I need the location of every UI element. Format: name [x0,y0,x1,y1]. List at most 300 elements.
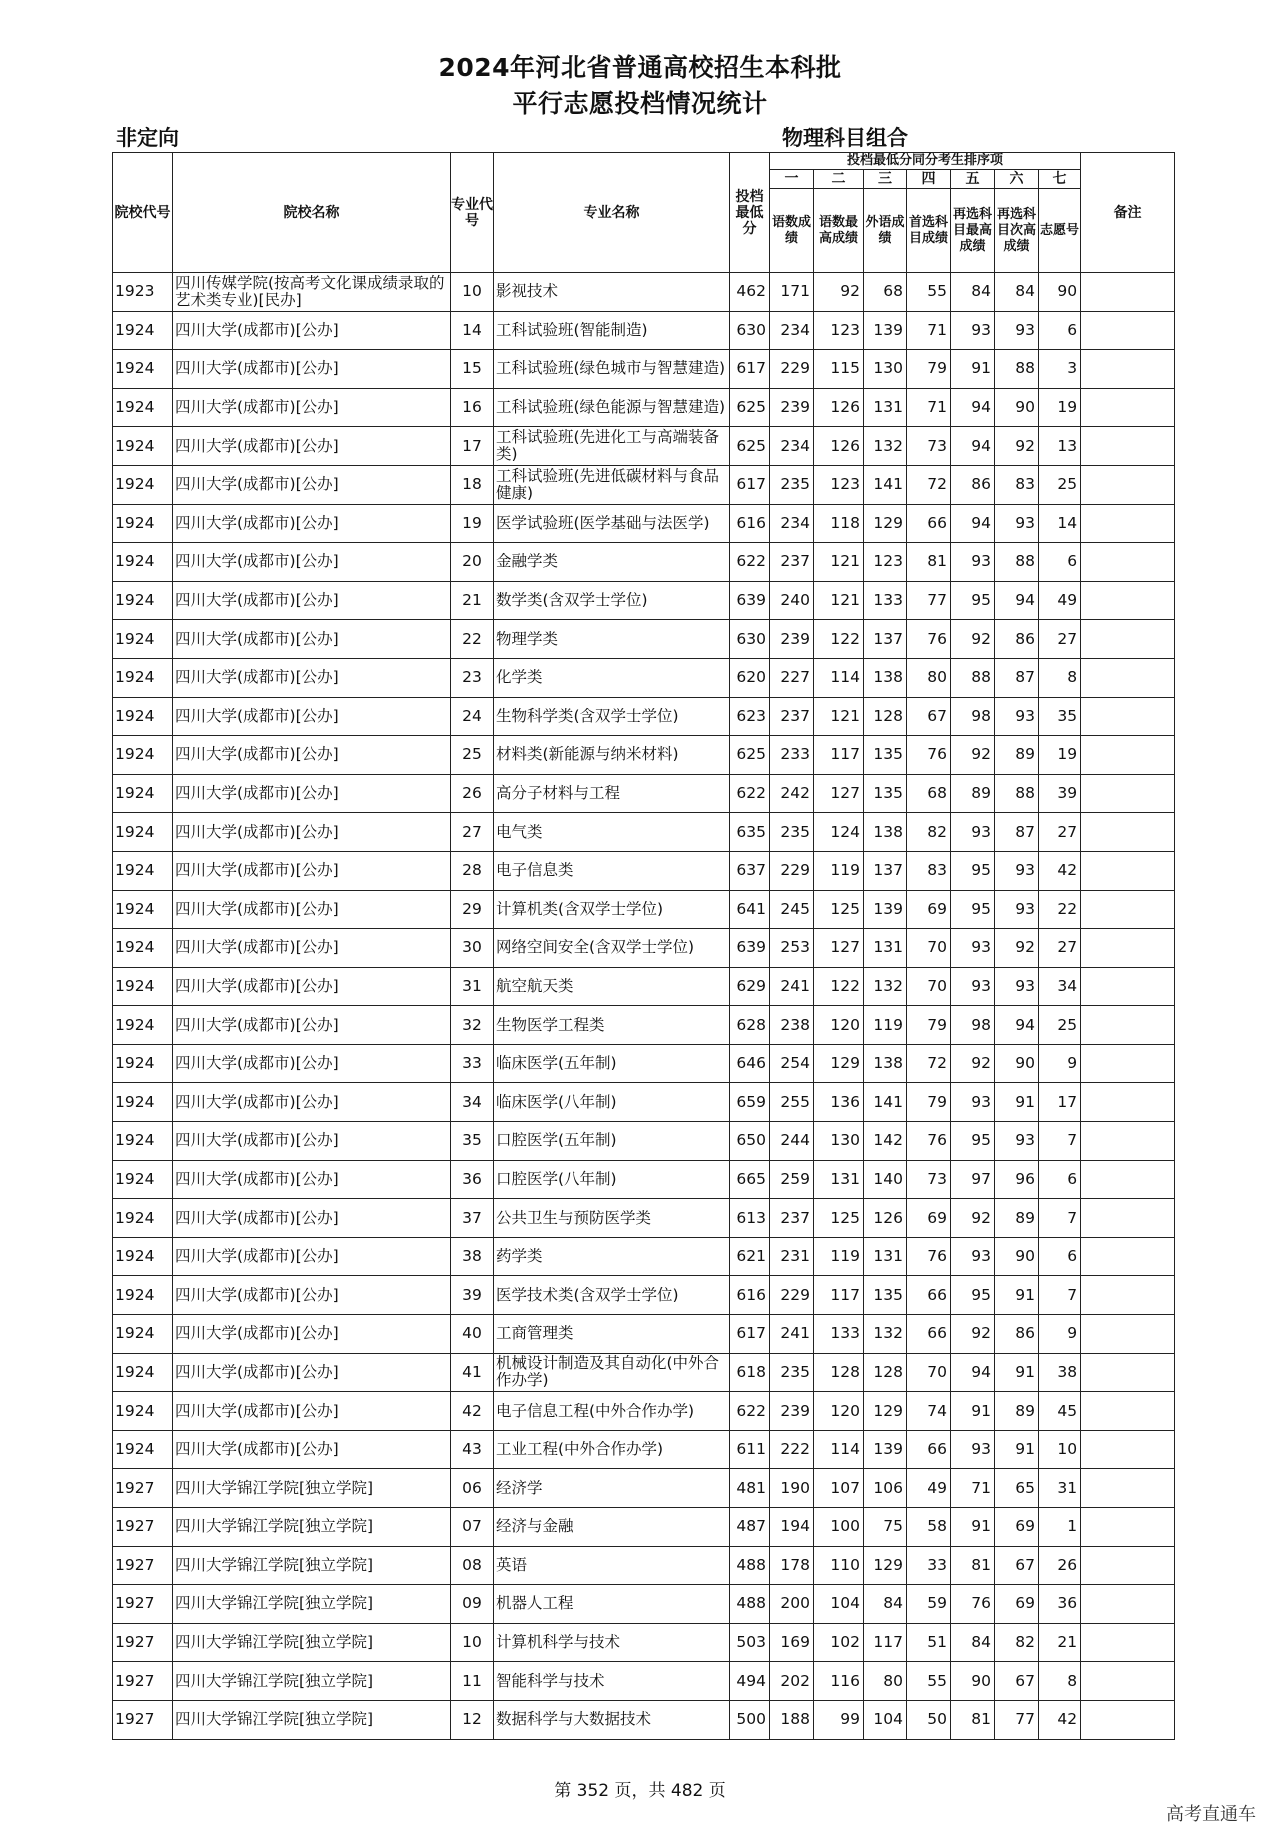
cell-rank-4: 79 [907,350,951,389]
cell-rank-1: 202 [770,1662,814,1701]
cell-rank-6: 93 [995,311,1039,350]
cell-rank-4: 59 [907,1585,951,1624]
cell-rank-6: 88 [995,774,1039,813]
cell-remarks [1081,388,1175,427]
cell-rank-6: 93 [995,504,1039,543]
cell-school-name: 四川大学(成都市)[公办] [173,736,451,775]
cell-school-code: 1924 [113,1315,173,1354]
cell-rank-4: 66 [907,1315,951,1354]
cell-rank-1: 171 [770,273,814,312]
cell-rank-2: 116 [814,1662,864,1701]
cell-rank-7: 42 [1039,1700,1081,1739]
cell-remarks [1081,581,1175,620]
cell-min-score: 641 [730,890,770,929]
cell-rank-4: 70 [907,1353,951,1392]
cell-rank-5: 93 [951,1237,995,1276]
header-rank-label: 志愿号 [1039,189,1081,273]
cell-school-code: 1924 [113,1083,173,1122]
cell-remarks [1081,1469,1175,1508]
cell-school-code: 1924 [113,581,173,620]
cell-major-code: 41 [451,1353,494,1392]
cell-rank-4: 72 [907,1044,951,1083]
header-rank-number: 一 [770,170,814,189]
cell-rank-6: 93 [995,697,1039,736]
cell-school-name: 四川大学锦江学院[独立学院] [173,1700,451,1739]
cell-rank-2: 120 [814,1006,864,1045]
cell-rank-3: 129 [864,1392,907,1431]
cell-rank-2: 123 [814,311,864,350]
cell-rank-4: 70 [907,967,951,1006]
cell-min-score: 637 [730,851,770,890]
cell-rank-5: 92 [951,620,995,659]
cell-rank-5: 95 [951,1122,995,1161]
cell-rank-5: 81 [951,1700,995,1739]
cell-remarks [1081,620,1175,659]
table-row [113,736,1175,775]
cell-rank-4: 72 [907,465,951,504]
table-row [113,620,1175,659]
cell-major-name: 药学类 [494,1237,730,1276]
cell-school-code: 1924 [113,851,173,890]
cell-rank-3: 137 [864,620,907,659]
header-remarks: 备注 [1081,153,1175,273]
cell-rank-6: 69 [995,1508,1039,1547]
cell-major-name: 电子信息类 [494,851,730,890]
cell-rank-7: 7 [1039,1122,1081,1161]
cell-remarks [1081,1508,1175,1547]
cell-rank-1: 227 [770,658,814,697]
cell-rank-3: 84 [864,1585,907,1624]
cell-min-score: 629 [730,967,770,1006]
cell-major-name: 计算机类(含双学士学位) [494,890,730,929]
cell-school-name: 四川大学(成都市)[公办] [173,890,451,929]
cell-rank-4: 76 [907,736,951,775]
cell-rank-3: 133 [864,581,907,620]
cell-school-code: 1924 [113,1006,173,1045]
cell-rank-5: 94 [951,427,995,466]
cell-rank-1: 178 [770,1546,814,1585]
cell-min-score: 630 [730,311,770,350]
cell-rank-6: 82 [995,1623,1039,1662]
cell-school-code: 1924 [113,1392,173,1431]
cell-major-code: 23 [451,658,494,697]
cell-min-score: 611 [730,1430,770,1469]
cell-school-code: 1924 [113,427,173,466]
cell-min-score: 646 [730,1044,770,1083]
cell-rank-5: 94 [951,388,995,427]
cell-school-name: 四川大学锦江学院[独立学院] [173,1585,451,1624]
cell-rank-5: 97 [951,1160,995,1199]
cell-min-score: 487 [730,1508,770,1547]
cell-rank-6: 83 [995,465,1039,504]
cell-rank-5: 93 [951,967,995,1006]
cell-major-code: 12 [451,1700,494,1739]
cell-school-name: 四川大学(成都市)[公办] [173,311,451,350]
cell-rank-7: 25 [1039,1006,1081,1045]
cell-rank-2: 119 [814,1237,864,1276]
cell-school-name: 四川大学(成都市)[公办] [173,543,451,582]
cell-rank-3: 135 [864,1276,907,1315]
cell-rank-6: 67 [995,1546,1039,1585]
cell-rank-3: 138 [864,813,907,852]
header-rank-number: 四 [907,170,951,189]
header-rank-number: 五 [951,170,995,189]
cell-rank-1: 234 [770,311,814,350]
cell-school-name: 四川传媒学院(按高考文化课成绩录取的艺术类专业)[民办] [173,273,451,312]
cell-rank-6: 92 [995,427,1039,466]
table-row [113,1623,1175,1662]
cell-rank-6: 91 [995,1353,1039,1392]
cell-rank-3: 129 [864,1546,907,1585]
header-min-score: 投档最低分 [730,153,770,273]
cell-rank-4: 73 [907,427,951,466]
cell-school-code: 1924 [113,620,173,659]
cell-school-name: 四川大学(成都市)[公办] [173,929,451,968]
table-row [113,581,1175,620]
cell-remarks [1081,465,1175,504]
cell-rank-2: 131 [814,1160,864,1199]
cell-rank-2: 107 [814,1469,864,1508]
cell-major-code: 28 [451,851,494,890]
cell-major-name: 工商管理类 [494,1315,730,1354]
cell-rank-2: 104 [814,1585,864,1624]
cell-major-code: 10 [451,273,494,312]
cell-school-name: 四川大学(成都市)[公办] [173,504,451,543]
cell-rank-5: 91 [951,1392,995,1431]
cell-school-code: 1924 [113,658,173,697]
table-row [113,1122,1175,1161]
cell-rank-1: 241 [770,967,814,1006]
cell-rank-7: 27 [1039,813,1081,852]
header-rank-label: 外语成绩 [864,189,907,273]
cell-rank-4: 76 [907,620,951,659]
cell-major-code: 06 [451,1469,494,1508]
cell-school-code: 1924 [113,465,173,504]
cell-rank-4: 49 [907,1469,951,1508]
cell-school-name: 四川大学(成都市)[公办] [173,1430,451,1469]
page-footer: 第 352 页，共 482 页 [554,1781,726,1801]
cell-rank-3: 137 [864,851,907,890]
cell-school-code: 1927 [113,1546,173,1585]
cell-school-code: 1924 [113,774,173,813]
cell-rank-6: 91 [995,1083,1039,1122]
cell-min-score: 622 [730,1392,770,1431]
cell-rank-2: 126 [814,388,864,427]
cell-major-code: 14 [451,311,494,350]
cell-rank-4: 70 [907,929,951,968]
cell-school-code: 1927 [113,1662,173,1701]
cell-rank-6: 93 [995,967,1039,1006]
cell-rank-3: 135 [864,774,907,813]
cell-rank-3: 126 [864,1199,907,1238]
cell-rank-1: 233 [770,736,814,775]
cell-school-code: 1924 [113,1237,173,1276]
cell-remarks [1081,1276,1175,1315]
cell-major-code: 20 [451,543,494,582]
cell-remarks [1081,736,1175,775]
cell-rank-3: 132 [864,427,907,466]
cell-remarks [1081,1044,1175,1083]
cell-school-code: 1927 [113,1700,173,1739]
cell-min-score: 618 [730,1353,770,1392]
cell-rank-2: 114 [814,658,864,697]
cell-school-name: 四川大学锦江学院[独立学院] [173,1546,451,1585]
cell-major-name: 数学类(含双学士学位) [494,581,730,620]
table-row [113,1430,1175,1469]
cell-rank-2: 128 [814,1353,864,1392]
cell-rank-7: 8 [1039,1662,1081,1701]
cell-min-score: 494 [730,1662,770,1701]
cell-remarks [1081,890,1175,929]
table-row [113,929,1175,968]
cell-remarks [1081,1546,1175,1585]
cell-rank-7: 6 [1039,1237,1081,1276]
cell-rank-5: 84 [951,273,995,312]
cell-rank-7: 6 [1039,1160,1081,1199]
cell-major-name: 工业工程(中外合作办学) [494,1430,730,1469]
cell-rank-7: 19 [1039,736,1081,775]
cell-remarks [1081,658,1175,697]
table-row [113,1160,1175,1199]
cell-rank-1: 237 [770,543,814,582]
table-row [113,388,1175,427]
cell-major-code: 43 [451,1430,494,1469]
cell-rank-3: 130 [864,350,907,389]
cell-major-name: 数据科学与大数据技术 [494,1700,730,1739]
cell-major-code: 36 [451,1160,494,1199]
cell-remarks [1081,774,1175,813]
header-rank-label: 首选科目成绩 [907,189,951,273]
cell-school-code: 1924 [113,504,173,543]
cell-rank-7: 9 [1039,1315,1081,1354]
cell-min-score: 617 [730,1315,770,1354]
cell-school-name: 四川大学(成都市)[公办] [173,388,451,427]
cell-major-name: 生物医学工程类 [494,1006,730,1045]
cell-rank-6: 91 [995,1276,1039,1315]
table-row [113,1237,1175,1276]
table-row [113,774,1175,813]
cell-rank-4: 68 [907,774,951,813]
cell-rank-4: 71 [907,311,951,350]
cell-major-code: 24 [451,697,494,736]
table-row [113,1469,1175,1508]
table-row [113,1315,1175,1354]
cell-min-score: 630 [730,620,770,659]
cell-rank-5: 76 [951,1585,995,1624]
cell-rank-1: 222 [770,1430,814,1469]
cell-major-name: 电子信息工程(中外合作办学) [494,1392,730,1431]
cell-rank-7: 36 [1039,1585,1081,1624]
cell-rank-2: 121 [814,543,864,582]
cell-rank-4: 76 [907,1237,951,1276]
cell-rank-3: 141 [864,465,907,504]
cell-rank-6: 90 [995,1044,1039,1083]
cell-rank-3: 123 [864,543,907,582]
cell-rank-6: 88 [995,543,1039,582]
cell-rank-7: 8 [1039,658,1081,697]
cell-remarks [1081,1160,1175,1199]
cell-school-name: 四川大学锦江学院[独立学院] [173,1508,451,1547]
cell-school-name: 四川大学(成都市)[公办] [173,774,451,813]
table-row [113,851,1175,890]
cell-rank-4: 82 [907,813,951,852]
cell-rank-1: 239 [770,620,814,659]
cell-rank-2: 119 [814,851,864,890]
cell-rank-2: 92 [814,273,864,312]
cell-major-code: 30 [451,929,494,968]
cell-major-name: 机器人工程 [494,1585,730,1624]
cell-rank-7: 35 [1039,697,1081,736]
cell-school-code: 1924 [113,929,173,968]
cell-remarks [1081,1122,1175,1161]
table-row [113,543,1175,582]
cell-rank-6: 77 [995,1700,1039,1739]
cell-rank-3: 132 [864,1315,907,1354]
cell-rank-1: 229 [770,1276,814,1315]
cell-rank-2: 129 [814,1044,864,1083]
cell-min-score: 639 [730,929,770,968]
header-rank-label: 语数最高成绩 [814,189,864,273]
cell-rank-4: 79 [907,1006,951,1045]
table-row [113,1044,1175,1083]
cell-rank-3: 68 [864,273,907,312]
cell-rank-4: 83 [907,851,951,890]
cell-min-score: 625 [730,388,770,427]
cell-rank-1: 229 [770,350,814,389]
cell-remarks [1081,1353,1175,1392]
cell-rank-1: 200 [770,1585,814,1624]
cell-rank-6: 67 [995,1662,1039,1701]
cell-min-score: 623 [730,697,770,736]
cell-major-code: 25 [451,736,494,775]
cell-min-score: 622 [730,774,770,813]
cell-rank-6: 87 [995,813,1039,852]
cell-min-score: 622 [730,543,770,582]
cell-rank-3: 131 [864,929,907,968]
cell-min-score: 616 [730,1276,770,1315]
cell-rank-2: 115 [814,350,864,389]
cell-min-score: 625 [730,427,770,466]
cell-remarks [1081,851,1175,890]
header-rank-number: 三 [864,170,907,189]
cell-school-code: 1923 [113,273,173,312]
cell-major-name: 口腔医学(五年制) [494,1122,730,1161]
cell-remarks [1081,1392,1175,1431]
cell-major-code: 18 [451,465,494,504]
cell-rank-5: 92 [951,736,995,775]
cell-rank-2: 127 [814,774,864,813]
cell-rank-3: 141 [864,1083,907,1122]
header-school-code: 院校代号 [113,153,173,273]
cell-school-code: 1924 [113,967,173,1006]
document-title-line1: 2024年河北省普通高校招生本科批 [438,53,842,82]
cell-rank-4: 55 [907,1662,951,1701]
cell-rank-2: 114 [814,1430,864,1469]
cell-major-name: 生物科学类(含双学士学位) [494,697,730,736]
table-row [113,890,1175,929]
header-rank-label: 再选科目次高成绩 [995,189,1039,273]
cell-rank-1: 259 [770,1160,814,1199]
cell-rank-7: 9 [1039,1044,1081,1083]
cell-rank-3: 138 [864,658,907,697]
cell-rank-6: 86 [995,620,1039,659]
cell-major-name: 口腔医学(八年制) [494,1160,730,1199]
cell-rank-5: 84 [951,1623,995,1662]
cell-major-code: 07 [451,1508,494,1547]
cell-rank-1: 253 [770,929,814,968]
cell-remarks [1081,813,1175,852]
cell-min-score: 617 [730,350,770,389]
cell-major-code: 40 [451,1315,494,1354]
document-title-line2: 平行志愿投档情况统计 [512,89,768,118]
cell-rank-3: 140 [864,1160,907,1199]
cell-school-name: 四川大学(成都市)[公办] [173,1083,451,1122]
cell-major-code: 31 [451,967,494,1006]
cell-school-code: 1924 [113,388,173,427]
header-rank-number: 七 [1039,170,1081,189]
cell-major-name: 工科试验班(智能制造) [494,311,730,350]
cell-major-code: 08 [451,1546,494,1585]
cell-rank-2: 118 [814,504,864,543]
cell-school-code: 1924 [113,890,173,929]
cell-major-code: 35 [451,1122,494,1161]
table-row [113,1585,1175,1624]
cell-min-score: 639 [730,581,770,620]
cell-major-code: 16 [451,388,494,427]
cell-rank-6: 87 [995,658,1039,697]
cell-rank-2: 122 [814,620,864,659]
cell-school-name: 四川大学(成都市)[公办] [173,658,451,697]
cell-rank-3: 132 [864,967,907,1006]
cell-rank-5: 94 [951,504,995,543]
cell-remarks [1081,1623,1175,1662]
cell-rank-5: 92 [951,1199,995,1238]
cell-major-code: 26 [451,774,494,813]
cell-rank-5: 95 [951,890,995,929]
header-rank-number: 六 [995,170,1039,189]
cell-rank-7: 17 [1039,1083,1081,1122]
cell-major-code: 22 [451,620,494,659]
cell-rank-2: 133 [814,1315,864,1354]
cell-remarks [1081,543,1175,582]
table-row [113,465,1175,504]
cell-rank-6: 65 [995,1469,1039,1508]
cell-school-code: 1924 [113,1430,173,1469]
cell-remarks [1081,1083,1175,1122]
cell-rank-5: 98 [951,1006,995,1045]
cell-major-name: 计算机科学与技术 [494,1623,730,1662]
cell-rank-5: 90 [951,1662,995,1701]
table-row [113,1006,1175,1045]
cell-major-code: 37 [451,1199,494,1238]
cell-rank-2: 99 [814,1700,864,1739]
cell-school-code: 1924 [113,813,173,852]
cell-school-name: 四川大学锦江学院[独立学院] [173,1623,451,1662]
cell-school-code: 1924 [113,350,173,389]
table-row [113,967,1175,1006]
cell-school-name: 四川大学(成都市)[公办] [173,1006,451,1045]
cell-rank-3: 80 [864,1662,907,1701]
cell-rank-2: 121 [814,581,864,620]
cell-rank-2: 121 [814,697,864,736]
cell-min-score: 621 [730,1237,770,1276]
cell-rank-2: 130 [814,1122,864,1161]
cell-rank-3: 135 [864,736,907,775]
table-row [113,1662,1175,1701]
cell-rank-6: 93 [995,851,1039,890]
cell-rank-3: 139 [864,311,907,350]
cell-rank-7: 27 [1039,620,1081,659]
